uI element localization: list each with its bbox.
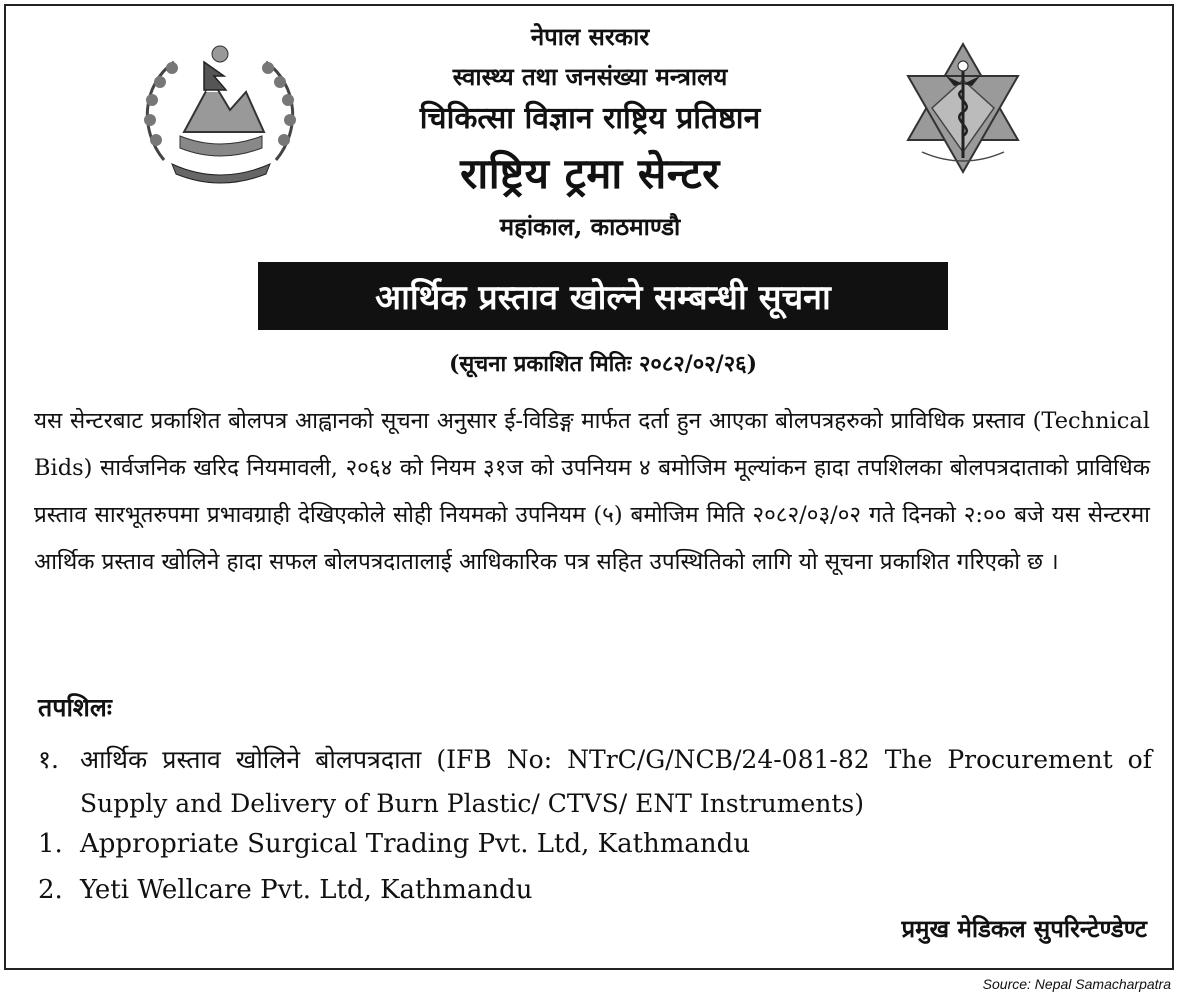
bidder-name: Yeti Wellcare Pvt. Ltd, Kathmandu: [80, 875, 533, 905]
header-academy: चिकित्सा विज्ञान राष्ट्रिय प्रतिष्ठान: [419, 101, 761, 136]
header-ministry: स्वास्थ्य तथा जनसंख्या मन्त्रालय: [452, 62, 728, 91]
signatory-title: प्रमुख मेडिकल सुपरिन्टेण्डेण्ट: [901, 914, 1147, 943]
header-address: महांकाल, काठमाण्डौ: [499, 212, 681, 241]
notice-body: यस सेन्टरबाट प्रकाशित बोलपत्र आह्वानको सूचना अनुसार ई-विडिङ्ग मार्फत दर्ता हुन आएका बोलपत्रहरुको प्राविधिक प्रस्ताव (Technical Bids) सार्वजनिक खरिद नियमावली, २०६४ को नियम ३१ज को उपनियम ४ बमोजिम मूल्यांकन हादा तपशिलका बोलपत्रदाताको प्राविधिक प्रस्ताव सारभूतरुपमा प्रभावग्राही देखिएकोले सोही नियमको उपनियम (५) बमोजिम मिति २०८२/०३/०२ गते दिनको २:०० बजे यस सेन्टरमा आर्थिक प्रस्ताव खोलिने हादा सफल बोलपत्रदातालाई आधिकारिक पत्र सहित उपस्थितिको लागि यो सूचना प्रकाशित गरिएको छ ।: [34, 408, 1150, 575]
bidder-name: Appropriate Surgical Trading Pvt. Ltd, Kathmandu: [80, 829, 751, 859]
header-center-name: राष्ट्रिय ट्रमा सेन्टर: [460, 149, 720, 198]
header-government: नेपाल सरकार: [530, 22, 650, 51]
bidder-item: [38, 872, 533, 908]
nepal-government-emblem: [134, 40, 306, 190]
bidder-number: 2.: [38, 875, 63, 905]
schedule-item-number: १.: [38, 745, 59, 774]
trauma-center-logo: [902, 40, 1024, 180]
bidder-number: 1.: [38, 829, 63, 859]
schedule-heading: तपशिलः: [38, 693, 112, 722]
bidder-item: [38, 826, 750, 862]
publication-date: (सूचना प्रकाशित मितिः २०८२/०२/२६): [449, 351, 757, 377]
schedule-item-text: आर्थिक प्रस्ताव खोलिने बोलपत्रदाता (IFB No: NTrC/G/NCB/24-081-82 The Procurement of Supply and Delivery of Burn Plastic/ CTVS/ ENT Instruments): [80, 745, 1152, 818]
notice-title-banner: आर्थिक प्रस्ताव खोल्ने सम्बन्धी सूचना: [258, 262, 948, 330]
source-credit: Source: Nepal Samacharpatra: [982, 976, 1171, 992]
